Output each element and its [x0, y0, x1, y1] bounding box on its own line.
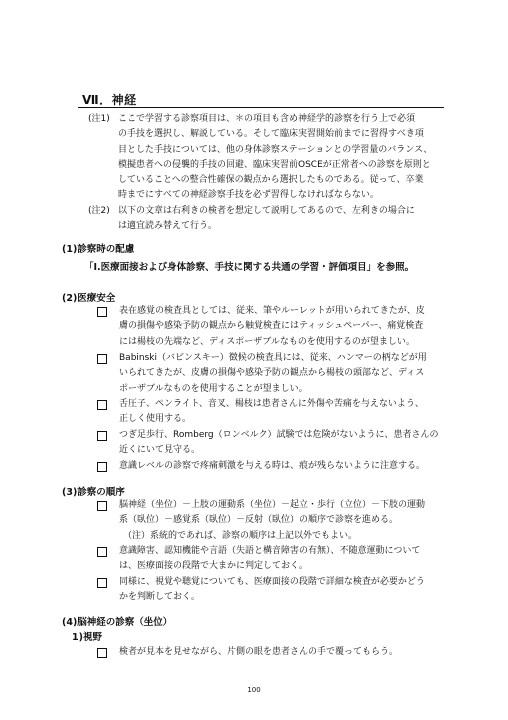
- item-text: は、医療面接の段階で大まかに判定しておく。: [119, 561, 308, 572]
- note-text: 模擬患者への侵襲的手技の回避、臨床実習前OSCEが正常者への診察を原則と: [118, 159, 431, 170]
- checklist-item: [97, 397, 445, 428]
- note-number: (注1): [88, 114, 110, 124]
- checklist-item: [97, 544, 445, 575]
- item-text: 近くにいて見守る。: [119, 445, 201, 456]
- checklist-item: [97, 575, 445, 606]
- note-line: [88, 112, 438, 127]
- checkbox-icon: [97, 462, 107, 472]
- item-text: ポーザブルなものを使用することが望ましい。: [119, 383, 308, 394]
- page-number: 100: [247, 686, 261, 694]
- item-text: （注）系統的であれば、診察の順序は上記以外でもよい。: [123, 530, 358, 541]
- note-text: していることへの整合性確保の観点から選択したものである。従って、卒業: [118, 175, 424, 186]
- item-text: 意識障害、認知機能や言語（失語と構音障害の有無）、不随意運動について: [119, 546, 421, 556]
- note-line: [88, 204, 438, 219]
- item-text: Babinski（バビンスキー）徴候の検査具には、従来、ハンマーの柄などが用: [119, 353, 427, 363]
- item-text: 舌圧子、ペンライト、音叉、楊枝は患者さんに外傷や苦痛を与えないよう、: [119, 399, 424, 409]
- item-text: 同様に、視覚や聴覚についても、医療面接の段階で詳細な検査が必要かどう: [119, 577, 425, 587]
- subsection-heading: 1)視野: [72, 632, 102, 643]
- section-heading: (4)脳神経の診察（坐位）: [62, 617, 173, 628]
- note-text: 目とした手技については、他の身体診察ステーションとの学習量のバランス、: [118, 144, 433, 155]
- item-text: 意識レベルの診察で疼痛刺激を与える時は、痕が残らないように注意する。: [119, 461, 426, 471]
- checkbox-icon: [97, 431, 107, 441]
- note-text: 時までにすべての神経診察手技を必ず習得しなければならない。: [118, 190, 379, 201]
- checklist-item: [97, 459, 445, 474]
- note-text: ここで学習する診察項目は、＊の項目も含め神経学的診察を行う上で必須: [118, 114, 416, 124]
- item-text: 脳神経（坐位）－上肢の運動系（坐位）－起立・歩行（立位）－下肢の運動: [119, 500, 426, 510]
- note-text: 以下の文章は右利きの検者を想定して説明してあるので、左利きの場合に: [118, 205, 415, 216]
- chapter-rule: [78, 107, 444, 108]
- note-number: (注2): [88, 205, 110, 216]
- note-text: の手技を選択し、解説している。そして臨床実習開始前までに習得すべき項: [118, 129, 424, 140]
- note-1: [88, 112, 438, 204]
- checkbox-icon: [97, 648, 107, 658]
- section-reference: 「Ⅰ.医療面接および身体診察、手技に関する共通の学習・評価項目」を参照。: [84, 262, 415, 273]
- item-text: 膚の損傷や感染予防の観点から触覚検査にはティッシュペーパー、痛覚検査: [119, 321, 424, 332]
- section-heading: (2)医療安全: [62, 293, 116, 304]
- checklist-item: [97, 645, 445, 660]
- checklist-item: [97, 304, 445, 350]
- item-text: には楊枝の先端など、ディスポーザブルなものを使用するのが望ましい。: [119, 336, 415, 347]
- notes-block: [88, 112, 438, 234]
- checklist-item: [97, 428, 445, 459]
- note-text: は適宜読み替えて行う。: [118, 221, 218, 232]
- item-text: 正しく使用する。: [119, 414, 192, 425]
- item-text: つぎ足歩行、Romberg（ロンベルク）試験では危険がないように、患者さんの: [119, 430, 439, 440]
- checkbox-icon: [97, 307, 107, 317]
- checklist-item: [97, 351, 445, 397]
- checkbox-icon: [97, 501, 107, 511]
- chapter-title: Ⅶ．神経: [82, 93, 137, 107]
- checklist-item: [97, 498, 445, 544]
- checkbox-icon: [97, 354, 107, 364]
- section-heading: (3)診察の順序: [62, 487, 125, 498]
- item-text: かを判断しておく。: [119, 592, 200, 603]
- item-text: 系（臥位）－感覚系（臥位）－反射（臥位）の順序で診察を進める。: [119, 515, 399, 526]
- section-heading: (1)診察時の配慮: [62, 244, 135, 255]
- checkbox-icon: [97, 578, 107, 588]
- item-text: 検者が見本を見せながら、片側の眼を患者さんの手で覆ってもらう。: [119, 647, 399, 657]
- checkbox-icon: [97, 400, 107, 410]
- item-text: いられてきたが、皮膚の損傷や感染予防の観点から楊枝の頭部など、ディス: [119, 368, 425, 379]
- checkbox-icon: [97, 547, 107, 557]
- note-2: [88, 204, 438, 235]
- item-text: 表在感覚の検査具としては、従来、筆やルーレットが用いられてきたが、皮: [119, 306, 425, 316]
